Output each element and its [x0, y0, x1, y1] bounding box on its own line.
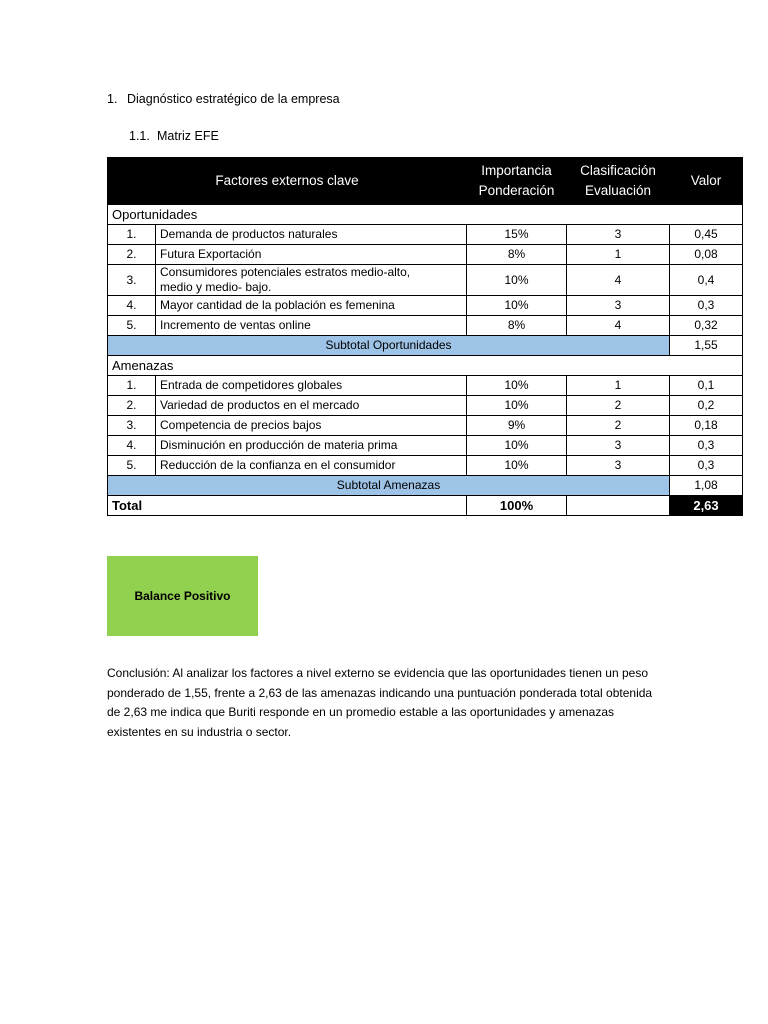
row-importancia: 8% [467, 316, 567, 336]
subtotal-label: Subtotal Oportunidades [108, 336, 670, 356]
subtotal-row-amenazas [108, 476, 743, 496]
table-row [108, 396, 743, 416]
row-factor: Disminución en producción de materia prima [156, 436, 467, 456]
row-clasificacion: 4 [567, 316, 670, 336]
header-factor: Factores externos clave [108, 158, 467, 205]
row-importancia: 10% [467, 436, 567, 456]
row-valor: 0,3 [670, 436, 743, 456]
table-row [108, 456, 743, 476]
row-factor: Competencia de precios bajos [156, 416, 467, 436]
row-factor: Consumidores potenciales estratos medio-alto, medio y medio- bajo. [156, 265, 467, 296]
row-factor: Demanda de productos naturales [156, 225, 467, 245]
total-label: Total [108, 496, 467, 516]
row-valor: 0,3 [670, 296, 743, 316]
section-number: 1. [107, 92, 118, 106]
row-clasificacion: 3 [567, 436, 670, 456]
row-clasificacion: 4 [567, 265, 670, 296]
row-clasificacion: 3 [567, 225, 670, 245]
row-valor: 0,32 [670, 316, 743, 336]
subtotal-label: Subtotal Amenazas [108, 476, 670, 496]
section-title-amenazas: Amenazas [108, 356, 743, 376]
row-number: 5. [108, 316, 156, 336]
row-clasificacion: 3 [567, 456, 670, 476]
subtotal-value: 1,08 [670, 476, 743, 496]
conclusion-paragraph: Conclusión: Al analizar los factores a nivel externo se evidencia que las oportunidades tienen un peso ponderado de 1,55, frente a 2,63 de las amenazas indicando una puntuación ponderada total obtenida de 2,63 me indica que Buriti responde en un promedio estable a las oportunidades y amenazas existentes en su industria o sector. [107, 666, 653, 739]
row-number: 2. [108, 396, 156, 416]
subsection-title: Matriz EFE [157, 129, 219, 143]
table-row [108, 436, 743, 456]
row-clasificacion: 2 [567, 396, 670, 416]
section-title: Diagnóstico estratégico de la empresa [127, 92, 340, 106]
row-valor: 0,18 [670, 416, 743, 436]
section-heading [107, 92, 340, 106]
row-number: 3. [108, 416, 156, 436]
row-importancia: 10% [467, 296, 567, 316]
section-row-amenazas [108, 356, 743, 376]
row-valor: 0,1 [670, 376, 743, 396]
row-number: 1. [108, 225, 156, 245]
row-number: 5. [108, 456, 156, 476]
header-valor: Valor [670, 158, 743, 205]
row-number: 2. [108, 245, 156, 265]
subtotal-row-oportunidades [108, 336, 743, 356]
total-row [108, 496, 743, 516]
row-clasificacion: 1 [567, 245, 670, 265]
subtotal-value: 1,55 [670, 336, 743, 356]
row-clasificacion: 2 [567, 416, 670, 436]
table-row [108, 416, 743, 436]
row-number: 1. [108, 376, 156, 396]
row-importancia: 15% [467, 225, 567, 245]
table-row [108, 316, 743, 336]
table-row [108, 245, 743, 265]
table-row [108, 225, 743, 245]
table-header-row [108, 158, 743, 205]
row-importancia: 10% [467, 396, 567, 416]
row-number: 4. [108, 296, 156, 316]
row-factor: Futura Exportación [156, 245, 467, 265]
row-number: 4. [108, 436, 156, 456]
row-factor: Entrada de competidores globales [156, 376, 467, 396]
row-valor: 0,2 [670, 396, 743, 416]
row-valor: 0,08 [670, 245, 743, 265]
row-valor: 0,45 [670, 225, 743, 245]
total-importancia: 100% [467, 496, 567, 516]
balance-label: Balance Positivo [134, 589, 231, 603]
subsection-heading [129, 129, 219, 143]
row-clasificacion: 1 [567, 376, 670, 396]
row-importancia: 10% [467, 456, 567, 476]
row-importancia: 10% [467, 376, 567, 396]
row-factor: Mayor cantidad de la población es femenina [156, 296, 467, 316]
row-factor: Variedad de productos en el mercado [156, 396, 467, 416]
efe-matrix-table [107, 157, 743, 516]
table-row [108, 376, 743, 396]
section-title-oportunidades: Oportunidades [108, 205, 743, 225]
total-clasificacion-empty [567, 496, 670, 516]
row-valor: 0,4 [670, 265, 743, 296]
row-importancia: 10% [467, 265, 567, 296]
subsection-number: 1.1. [129, 129, 150, 143]
row-importancia: 8% [467, 245, 567, 265]
table-row [108, 296, 743, 316]
row-importancia: 9% [467, 416, 567, 436]
total-valor: 2,63 [670, 496, 743, 516]
row-factor: Reducción de la confianza en el consumidor [156, 456, 467, 476]
header-clasificacion: Clasificación Evaluación [567, 158, 670, 205]
row-valor: 0,3 [670, 456, 743, 476]
table-row [108, 265, 743, 296]
row-number: 3. [108, 265, 156, 296]
balance-badge [107, 556, 258, 636]
row-clasificacion: 3 [567, 296, 670, 316]
header-importancia: Importancia Ponderación [467, 158, 567, 205]
section-row-oportunidades [108, 205, 743, 225]
row-factor: Incremento de ventas online [156, 316, 467, 336]
